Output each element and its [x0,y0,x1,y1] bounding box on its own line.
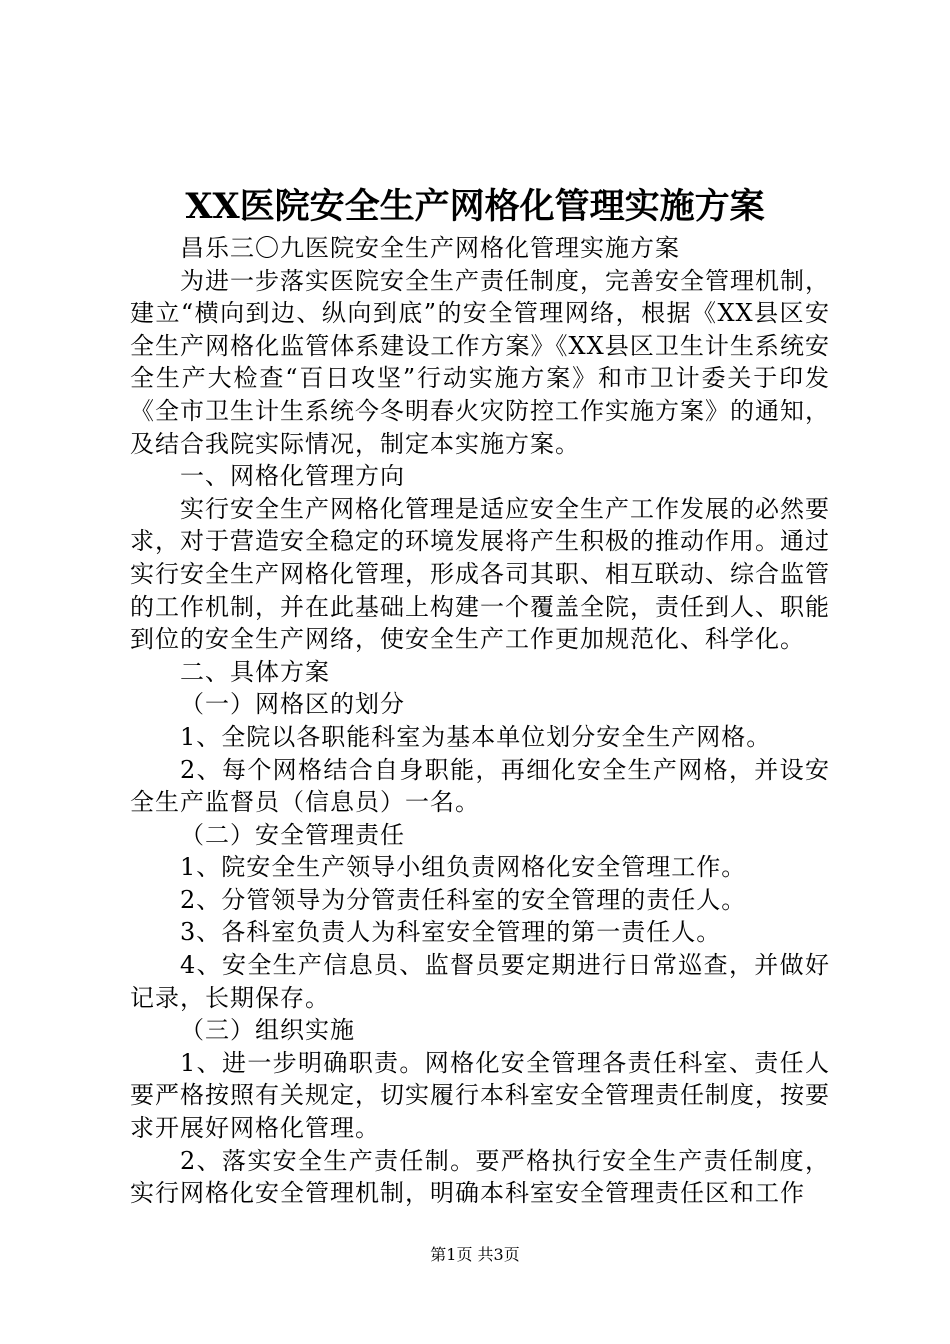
list-item: 3、各科室负责人为科室安全管理的第一责任人。 [180,918,722,947]
document-body [130,232,830,1210]
section-heading-1: 一、网格化管理方向 [180,462,405,491]
document-title: XX医院安全生产网格化管理实施方案 [185,186,765,227]
section-heading-2: 二、具体方案 [180,657,330,686]
list-item: 2、每个网格结合自身职能，再细化安全生产网格，并设安全生产监督员（信息员）一名。 [130,755,830,817]
list-item: 2、落实安全生产责任制。要严格执行安全生产责任制度，实行网格化安全管理机制，明确本科室安全管理责任区和工作 [130,1146,830,1208]
subsection-heading-2: （二）安全管理责任 [180,820,405,849]
paragraph-subtitle: 昌乐三〇九医院安全生产网格化管理实施方案 [180,234,680,262]
paragraph-direction: 实行安全生产网格化管理是适应安全生产工作发展的必然要求，对于营造安全稳定的环境发展将产生积极的推动作用。通过实行安全生产网格化管理，形成各司其职、相互联动、综合监管的工作机制，并在此基础上构建一个覆盖全院，责任到人、职能到位的安全生产网络，使安全生产工作更加规范化、科学化。 [130,494,830,654]
list-item: 1、院安全生产领导小组负责网格化安全管理工作。 [180,853,747,882]
page-footer: 第1页 共3页 [430,1245,520,1264]
subsection-heading-3: （三）组织实施 [180,1016,355,1045]
subsection-heading-1: （一）网格区的划分 [180,690,405,719]
list-item: 1、全院以各职能科室为基本单位划分安全生产网格。 [180,722,772,751]
list-item: 1、进一步明确职责。网格化安全管理各责任科室、责任人要严格按照有关规定，切实履行本科室安全管理责任制度，按要求开展好网格化管理。 [130,1048,830,1143]
paragraph-intro: 为进一步落实医院安全生产责任制度，完善安全管理机制，建立“横向到边、纵向到底”的安全管理网络，根据《XX县区安全生产网格化监管体系建设工作方案》《XX县区卫生计生系统安全生产大检查“百日攻坚”行动实施方案》和市卫计委关于印发《全市卫生计生系统今冬明春火灾防控工作实施方案》的通知，及结合我院实际情况，制定本实施方案。 [130,266,830,458]
list-item: 2、分管领导为分管责任科室的安全管理的责任人。 [180,885,747,914]
list-item: 4、安全生产信息员、监督员要定期进行日常巡查，并做好记录，长期保存。 [130,951,830,1012]
